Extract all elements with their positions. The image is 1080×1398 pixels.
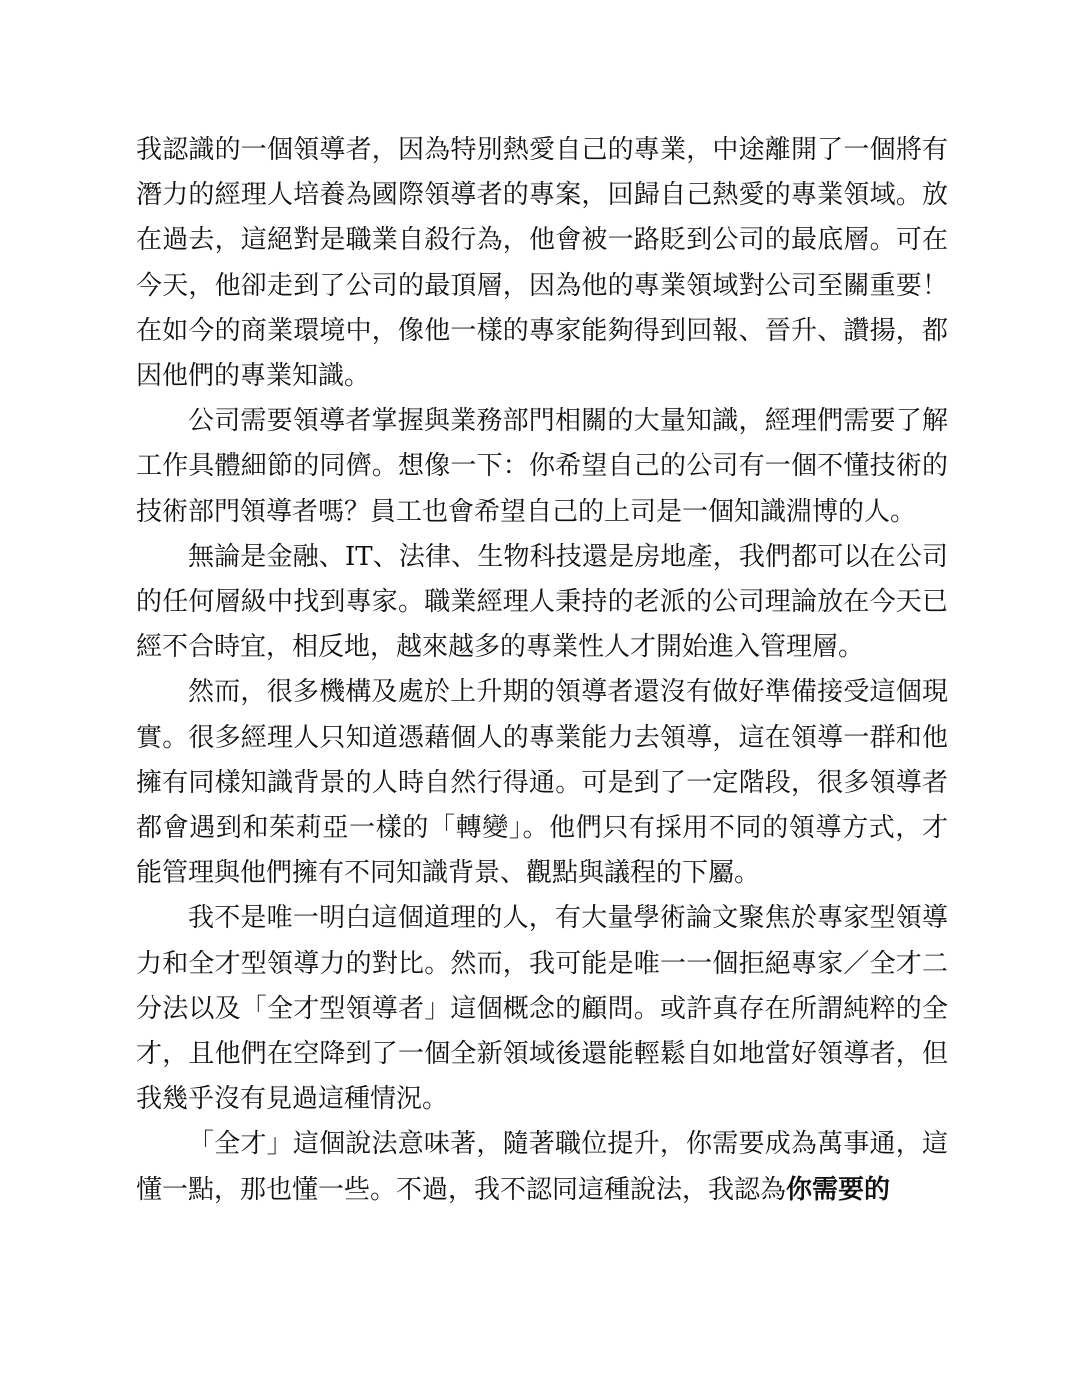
paragraph-6-text: 「全才」這個說法意味著，隨著職位提升，你需要成為萬事通，這懂一點，那也懂一些。不過，我不認同這種說法，我認為 (136, 1129, 948, 1205)
paragraph-3 (136, 535, 948, 671)
paragraph-3-text-end: 、法律、生物科技還是房地產，我們都可以在公司的任何層級中找到專家。職業經理人秉持的老派的公司理論放在今天已經不合時宜，相反地，越來越多的專業性人才開始進入管理層。 (136, 541, 948, 663)
paragraph-2: 公司需要領導者掌握與業務部門相關的大量知識，經理們需要了解工作具體細節的同儕。想像一下：你希望自己的公司有一個不懂技術的技術部門領導者嗎？員工也會希望自己的上司是一個知識淵博的人。 (136, 406, 948, 527)
body-text (136, 128, 948, 1213)
paragraph-1: 我認識的一個領導者，因為特別熱愛自己的專業，中途離開了一個將有潛力的經理人培養為國際領導者的專案，回歸自己熱愛的專業領域。放在過去，這絕對是職業自殺行為，他會被一路貶到公司的最底層。可在今天，他卻走到了公司的最頂層，因為他的專業領域對公司至關重要！在如今的商業環境中，像他一樣的專家能夠得到回報、晉升、讚揚，都因他們的專業知識。 (136, 135, 948, 392)
paragraph-5: 我不是唯一明白這個道理的人，有大量學術論文聚焦於專家型領導力和全才型領導力的對比。然而，我可能是唯一一個拒絕專家／全才二分法以及「全才型領導者」這個概念的顧問。或許真存在所謂純粹的全才，且他們在空降到了一個全新領域後還能輕鬆自如地當好領導者，但我幾乎沒有見過這種情況。 (136, 903, 948, 1115)
paragraph-3-latin-term: IT (344, 541, 373, 572)
paragraph-3-text-start: 無論是金融、 (188, 541, 345, 572)
paragraph-4: 然而，很多機構及處於上升期的領導者還沒有做好準備接受這個現實。很多經理人只知道憑藉個人的專業能力去領導，這在領導一群和他擁有同樣知識背景的人時自然行得通。可是到了一定階段，很多領導者都會遇到和茱莉亞一樣的「轉變」。他們只有採用不同的領導方式，才能管理與他們擁有不同知識背景、觀點與議程的下屬。 (136, 677, 948, 889)
paragraph-6 (136, 1122, 948, 1212)
paragraph-6-emphasis: 你需要的 (786, 1174, 891, 1205)
